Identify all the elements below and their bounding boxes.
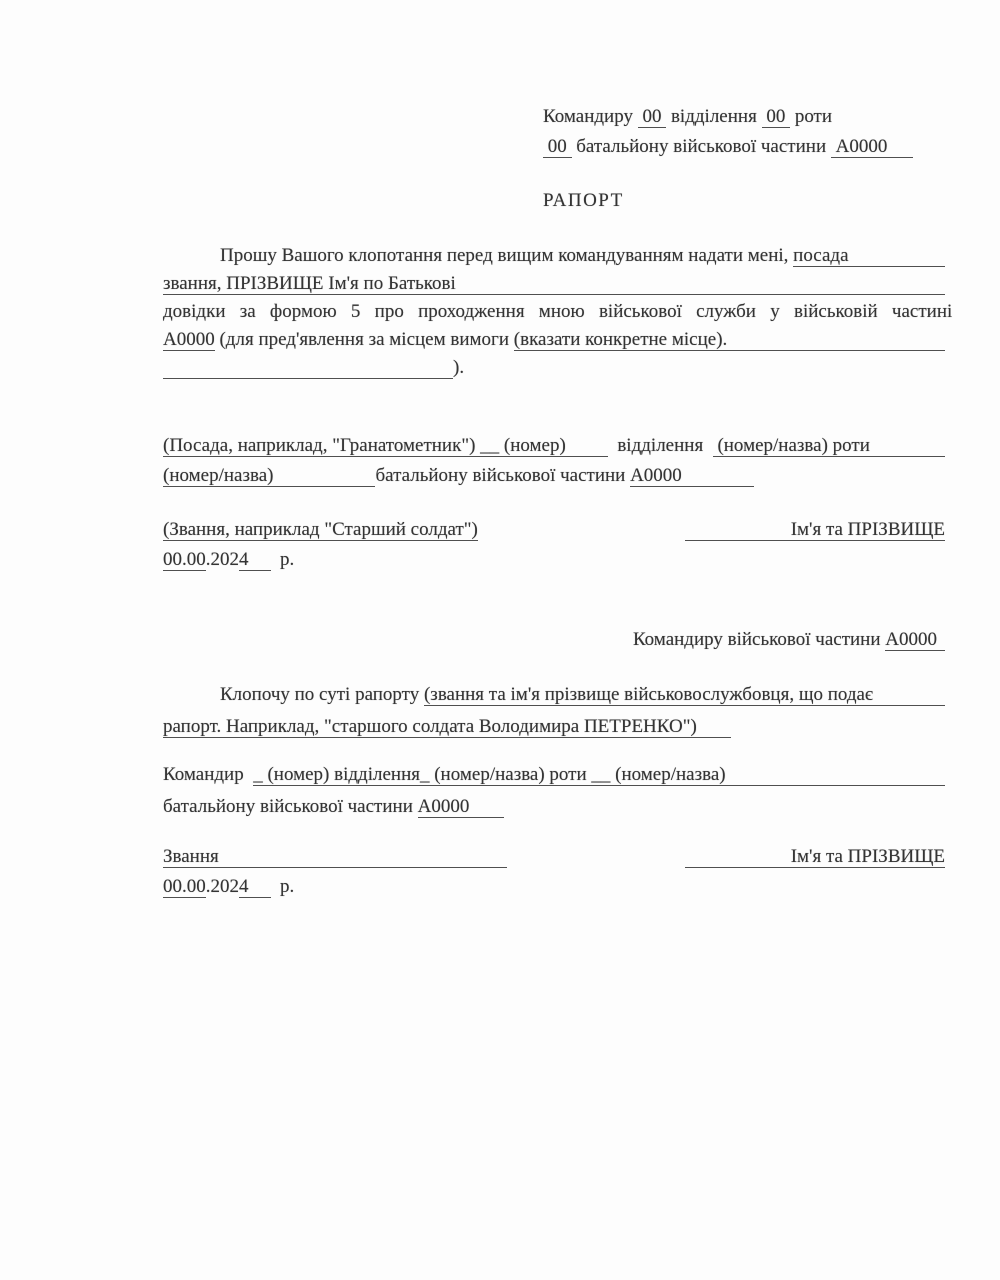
- request-line-2: [163, 273, 945, 301]
- blank-field: [726, 764, 945, 786]
- underlined-text: 00: [637, 106, 667, 127]
- blank-field: [873, 684, 945, 706]
- text-segment: Клопочу по суті рапорту: [220, 684, 424, 705]
- endorsement-line-2: [163, 716, 945, 748]
- underlined-text: 00: [761, 106, 791, 127]
- blank-field: [870, 435, 945, 457]
- blank-field: [273, 465, 375, 487]
- position-line-1: [163, 435, 945, 465]
- text-segment: батальйону військової частини: [571, 136, 831, 157]
- text-segment: Командиру військової частини: [632, 629, 886, 650]
- underlined-text: Ім'я та ПРІЗВИЩЕ: [685, 846, 945, 868]
- endorsement-paragraph: [163, 684, 945, 748]
- underlined-text: звання, ПРІЗВИЩЕ Ім'я по Батькові: [163, 273, 456, 294]
- text-segment: роти: [790, 106, 833, 127]
- addressee-line-1: [543, 106, 945, 136]
- blank-field: [219, 846, 507, 868]
- spacer: [163, 629, 633, 650]
- spacer: [478, 519, 685, 540]
- blank-field: [249, 876, 271, 898]
- underlined-text: (номер/назва) роти: [712, 435, 870, 456]
- underlined-text: А0000: [885, 629, 937, 650]
- commander-line-1: [163, 764, 945, 796]
- text-segment: р.: [270, 876, 295, 897]
- indent-spacer: [163, 684, 220, 705]
- blank-field: [887, 136, 913, 158]
- request-line-5: [163, 357, 945, 385]
- blank-field: [849, 245, 946, 267]
- position-line-2: [163, 465, 945, 495]
- endorsement-line-1: [163, 684, 945, 716]
- blank-field: [937, 629, 945, 651]
- blank-field: [163, 357, 453, 379]
- text-segment: .202: [205, 549, 239, 570]
- underlined-text: А0000: [417, 796, 470, 817]
- underlined-text: _ (номер) відділення_ (номер/назва) роти __ (номер/назва): [253, 764, 726, 785]
- underlined-text: А0000: [830, 136, 888, 157]
- underlined-text: (Звання, наприклад "Старший солдат"): [163, 519, 478, 540]
- report-title-row: [543, 190, 945, 220]
- blank-field: [682, 465, 754, 487]
- text-segment: батальйону військової частини: [163, 796, 418, 817]
- underlined-text: А0000: [630, 465, 682, 486]
- request-paragraph: [163, 245, 953, 385]
- underlined-text: рапорт. Наприклад, "старшого солдата Володимира ПЕТРЕНКО"): [163, 716, 697, 737]
- underlined-text: Звання: [163, 846, 219, 867]
- position-block: [163, 435, 945, 495]
- underlined-text: 4: [239, 876, 249, 897]
- underlined-text: 00.00: [163, 549, 206, 570]
- blank-field: [249, 549, 271, 571]
- underlined-text: А0000: [163, 329, 215, 350]
- text-segment: р.: [270, 549, 295, 570]
- underlined-text: посада: [793, 245, 849, 266]
- text-segment: довідки за формою 5 про проходження мною військової служби у військовій частині: [163, 301, 953, 322]
- spacer: [507, 846, 685, 867]
- date-line-1: [163, 549, 945, 579]
- blank-field: [469, 796, 504, 818]
- blank-field: [697, 716, 731, 738]
- commander-block: [163, 764, 945, 828]
- request-line-4: [163, 329, 945, 357]
- underlined-text: 00.00: [163, 876, 206, 897]
- underlined-text: 00: [543, 136, 572, 157]
- addressee-block: [163, 106, 945, 166]
- blank-field: [566, 435, 608, 457]
- blank-field: [727, 329, 945, 351]
- addressee-line-2: [543, 136, 945, 166]
- text-segment: Командир: [163, 764, 254, 785]
- request-line-1: [163, 245, 945, 273]
- text-segment: відділення: [607, 435, 713, 456]
- commander-line-2: [163, 796, 945, 828]
- indent-spacer: [163, 245, 220, 266]
- document-content: [163, 106, 953, 906]
- rank-and-name-row-1: [163, 519, 945, 549]
- report-title: РАПОРТ: [543, 190, 624, 211]
- rank-and-name-row-2: [163, 846, 945, 876]
- text-segment: відділення: [666, 106, 762, 127]
- date-line-2: [163, 876, 945, 906]
- underlined-text: (звання та ім'я прізвище військовослужбовця, що подає: [423, 684, 874, 705]
- blank-field: [456, 273, 945, 295]
- text-segment: Командиру: [543, 106, 638, 127]
- unit-commander-addressee-line: [163, 629, 945, 659]
- underlined-text: Ім'я та ПРІЗВИЩЕ: [685, 519, 945, 541]
- underlined-text: (вказати конкретне місце).: [513, 329, 728, 350]
- underlined-text: (номер/назва): [163, 465, 274, 486]
- text-segment: батальйону військової частини: [375, 465, 631, 486]
- text-segment: .202: [205, 876, 239, 897]
- text-segment: Прошу Вашого клопотання перед вищим командуванням надати мені,: [220, 245, 794, 266]
- underlined-text: 4: [239, 549, 249, 570]
- underlined-text: (Посада, наприклад, "Гранатометник") __ (номер): [163, 435, 566, 456]
- text-segment: ).: [453, 357, 465, 378]
- request-line-3: [163, 301, 953, 329]
- text-segment: (для пред'явлення за місцем вимоги: [214, 329, 514, 350]
